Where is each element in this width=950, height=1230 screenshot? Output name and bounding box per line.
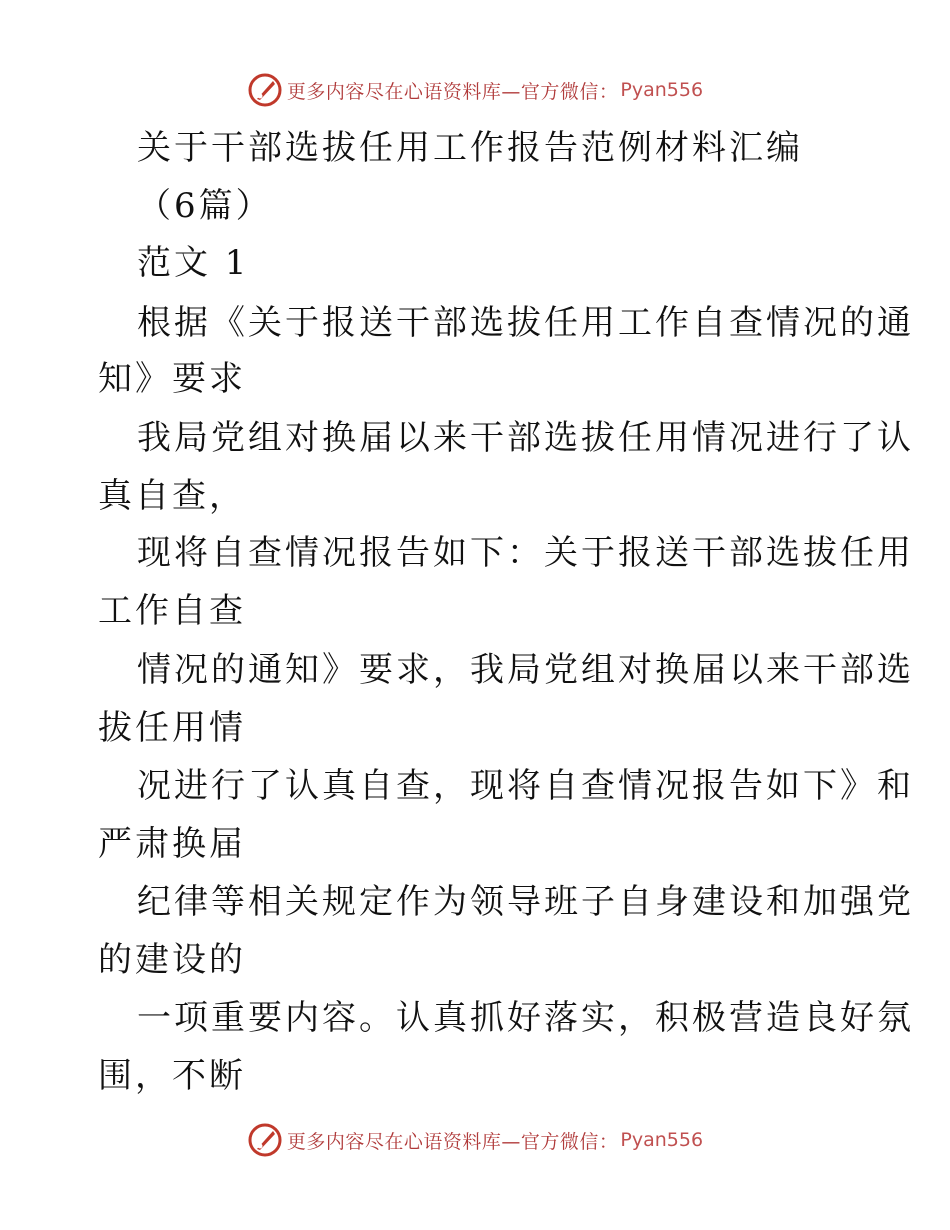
text-line: 的建设的 xyxy=(98,940,246,980)
text-line: 情况的通知》要求，我局党组对换届以来干部选 xyxy=(137,650,914,690)
text-line: 一项重要内容。认真抓好落实，积极营造良好氛 xyxy=(137,998,914,1038)
doc-title-line-1: 关于干部选拔任用工作报告范例材料汇编 xyxy=(137,128,803,168)
quill-logo-icon xyxy=(247,1122,283,1158)
doc-title-line-2: （6篇） xyxy=(137,186,273,226)
quill-logo-icon xyxy=(247,72,283,108)
text-line: 根据《关于报送干部选拔任用工作自查情况的通 xyxy=(137,303,914,343)
text-line: 真自查， xyxy=(98,476,246,516)
banner-text: 更多内容尽在心语资料库—官方微信： xyxy=(286,1130,619,1153)
text-line: 现将自查情况报告如下：关于报送干部选拔任用 xyxy=(137,533,914,573)
text-line: 拔任用情 xyxy=(98,708,246,748)
banner-wechat-id: Pyan556 xyxy=(620,1129,704,1151)
banner-wechat-id: Pyan556 xyxy=(620,79,704,101)
text-line: 工作自查 xyxy=(98,591,246,631)
text-line: 知》要求 xyxy=(98,359,246,399)
text-line: 严肃换届 xyxy=(98,824,246,864)
text-line: 纪律等相关规定作为领导班子自身建设和加强党 xyxy=(137,882,914,922)
footer-banner xyxy=(0,1120,950,1160)
text-line: 围，不断 xyxy=(98,1056,246,1096)
banner-text: 更多内容尽在心语资料库—官方微信： xyxy=(286,80,619,103)
header-banner xyxy=(0,70,950,110)
section-heading: 范文 1 xyxy=(137,243,250,283)
text-line: 况进行了认真自查，现将自查情况报告如下》和 xyxy=(137,766,914,806)
text-line: 我局党组对换届以来干部选拔任用情况进行了认 xyxy=(137,418,914,458)
